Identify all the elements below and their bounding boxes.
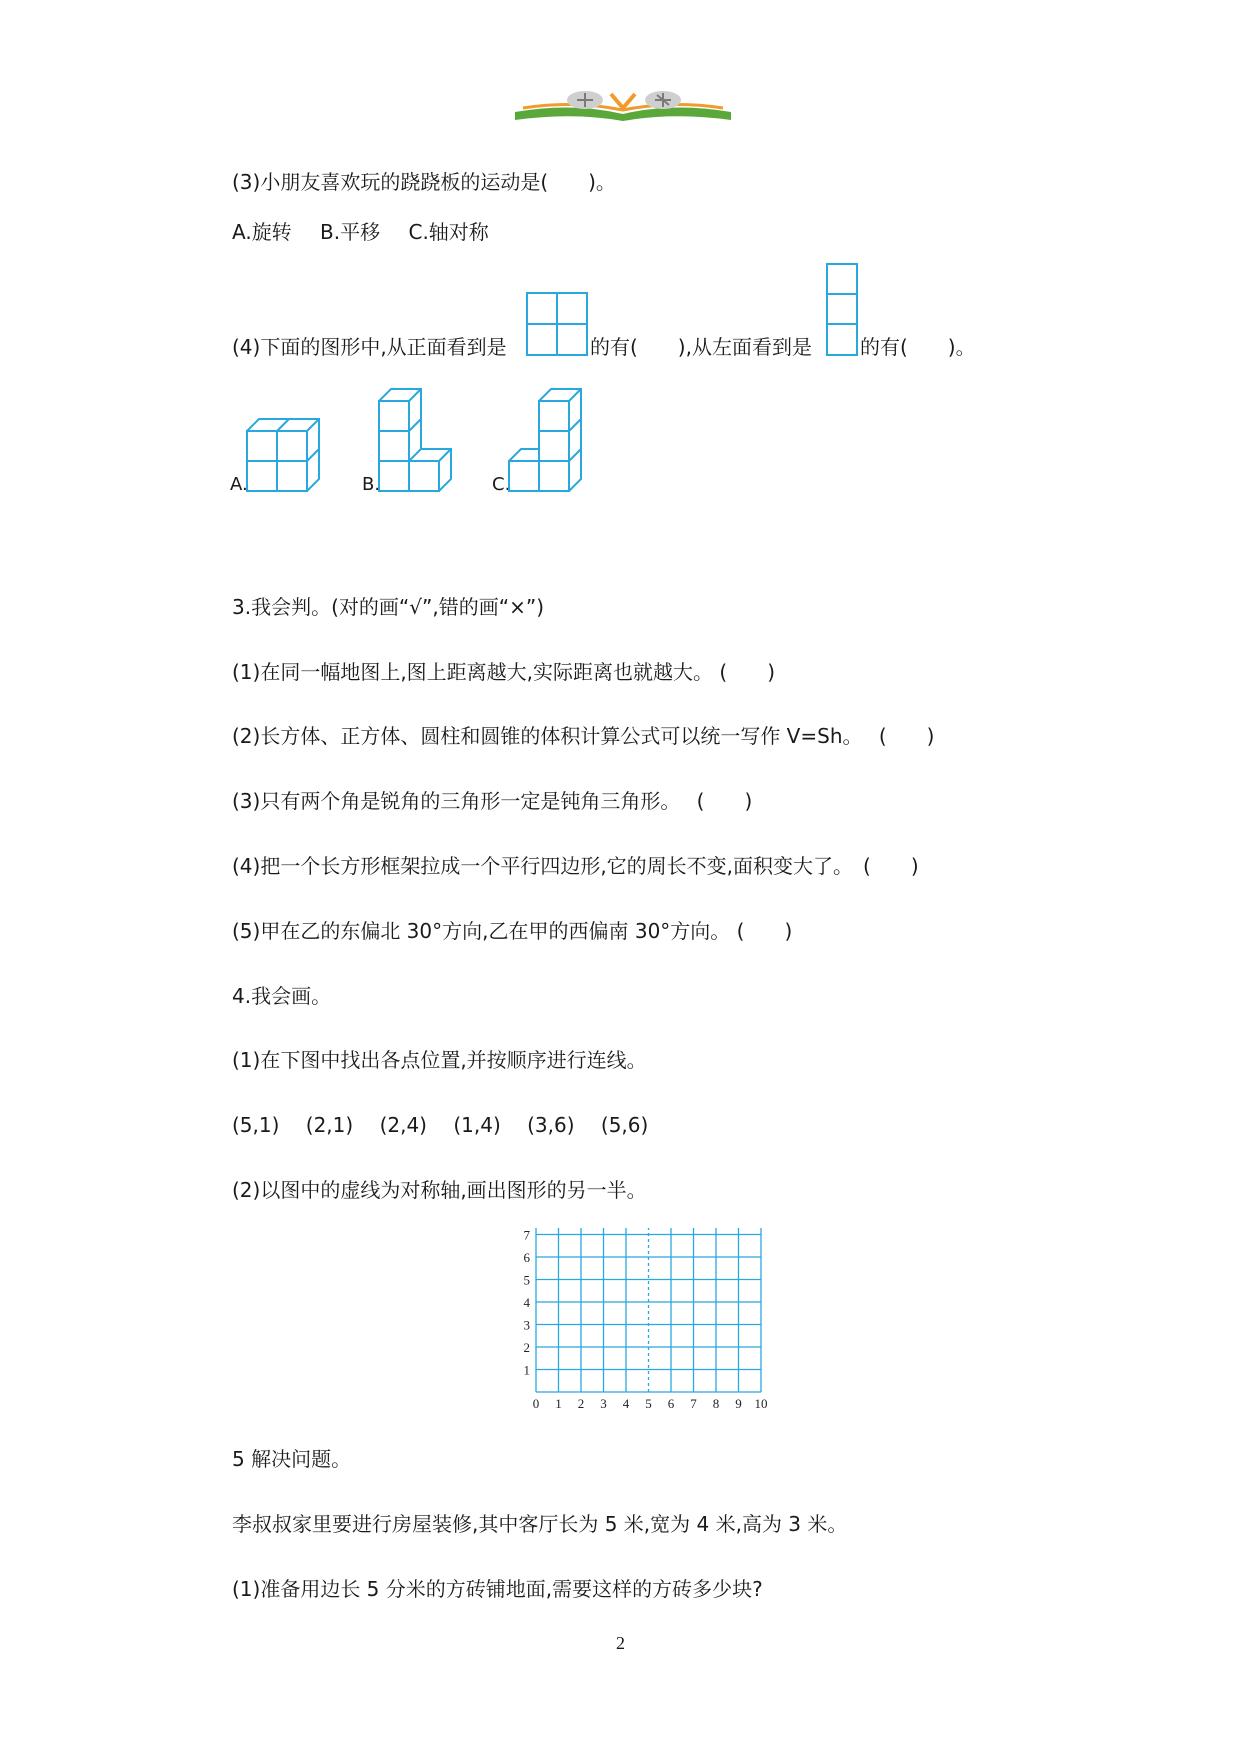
- figure-c-label: C.: [492, 474, 511, 495]
- figure-a-label: A.: [230, 474, 248, 495]
- coordinate: (2,4): [379, 1113, 427, 1137]
- question-3-5: (5)甲在乙的东偏北 30°方向,乙在甲的西偏南 30°方向。 ( ): [232, 919, 793, 943]
- y-tick-label: 1: [523, 1362, 530, 1378]
- question-2-4-part3: 的有( )。: [860, 335, 976, 359]
- question-3-2: (2)长方体、正方体、圆柱和圆锥的体积计算公式可以统一写作 V=Sh。 ( ): [232, 724, 935, 748]
- question-5-heading: 5 解决问题。: [232, 1447, 352, 1471]
- y-tick-label: 6: [523, 1250, 530, 1265]
- option-c: C.轴对称: [408, 220, 489, 244]
- cube-figure-a: [246, 418, 322, 492]
- front-view-figure: [526, 292, 588, 356]
- x-tick-label: 6: [667, 1396, 675, 1411]
- x-tick-label: 7: [690, 1396, 697, 1411]
- question-2-4-part2: 的有( ),从左面看到是: [590, 335, 812, 359]
- question-3-4: (4)把一个长方形框架拉成一个平行四边形,它的周长不变,面积变大了。 ( ): [232, 854, 919, 878]
- question-2-3: (3)小朋友喜欢玩的跷跷板的运动是( )。: [232, 170, 616, 194]
- coordinate: (2,1): [305, 1113, 354, 1137]
- x-tick-label: 8: [712, 1396, 720, 1411]
- question-2-4-part1: (4)下面的图形中,从正面看到是: [232, 335, 507, 359]
- x-tick-label: 10: [754, 1396, 768, 1411]
- x-tick-label: 1: [555, 1396, 562, 1411]
- y-tick-label: 7: [523, 1228, 530, 1243]
- question-3-heading: 3.我会判。(对的画“√”,错的画“×”): [232, 595, 544, 619]
- question-4-heading: 4.我会画。: [232, 984, 332, 1008]
- coordinate: (1,4): [453, 1113, 501, 1137]
- publisher-logo: [513, 88, 733, 122]
- question-4-2: (2)以图中的虚线为对称轴,画出图形的另一半。: [232, 1178, 647, 1202]
- coordinate-list: [232, 1111, 668, 1139]
- cube-figure-c: [508, 388, 584, 492]
- left-view-figure: [826, 263, 858, 356]
- x-tick-label: 3: [600, 1396, 607, 1411]
- page-number: 2: [616, 1633, 625, 1653]
- question-2-3-options: [232, 218, 511, 246]
- question-3-1: (1)在同一幅地图上,图上距离越大,实际距离也就越大。 ( ): [232, 660, 776, 684]
- coordinate-grid: [520, 1228, 780, 1432]
- x-tick-label: 4: [622, 1396, 630, 1411]
- y-tick-label: 2: [523, 1340, 530, 1355]
- x-tick-label: 5: [645, 1396, 652, 1411]
- option-a: A.旋转: [232, 220, 292, 244]
- grid-svg: [520, 1228, 780, 1428]
- coordinate: (3,6): [527, 1113, 575, 1137]
- option-b: B.平移: [320, 220, 381, 244]
- coordinate: (5,6): [600, 1113, 649, 1137]
- question-5-1: (1)准备用边长 5 分米的方砖铺地面,需要这样的方砖多少块?: [232, 1577, 763, 1601]
- y-tick-label: 3: [523, 1317, 530, 1333]
- x-tick-label: 9: [735, 1396, 742, 1411]
- question-5-intro: 李叔叔家里要进行房屋装修,其中客厅长为 5 米,宽为 4 米,高为 3 米。: [232, 1512, 848, 1536]
- x-tick-label: 2: [577, 1396, 585, 1411]
- figure-b-label: B.: [362, 474, 381, 495]
- y-tick-label: 5: [523, 1272, 530, 1288]
- question-4-1: (1)在下图中找出各点位置,并按顺序进行连线。: [232, 1048, 647, 1072]
- y-tick-label: 4: [523, 1295, 530, 1310]
- coordinate: (5,1): [232, 1113, 280, 1137]
- cube-figure-b: [378, 388, 454, 492]
- x-tick-label: 0: [532, 1396, 540, 1411]
- question-3-3: (3)只有两个角是锐角的三角形一定是钝角三角形。 ( ): [232, 789, 753, 813]
